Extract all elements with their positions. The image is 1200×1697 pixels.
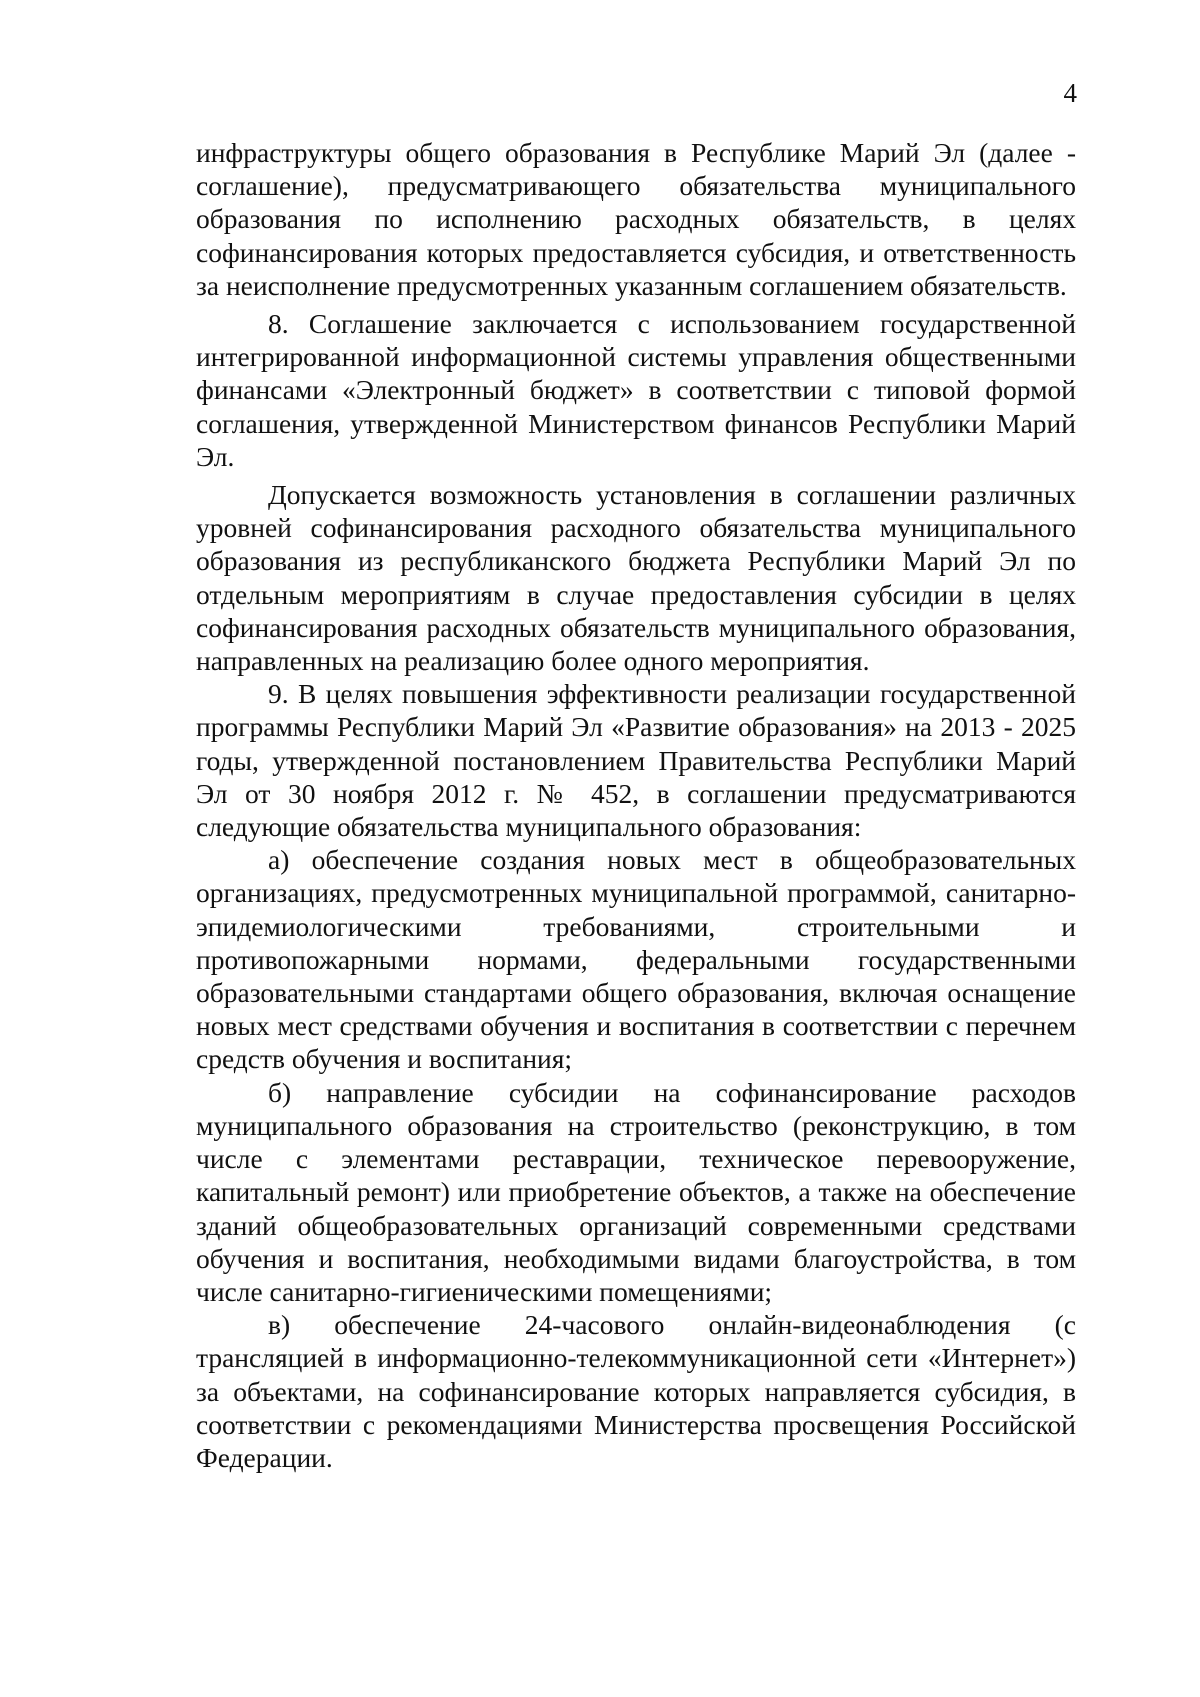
paragraph-item-9: 9. В целях повышения эффективности реализации государственной программы Республики Марий Эл «Развитие образования» на 2013 - 2025 годы, утвержденной постановлением Правительства Республики Марий Эл от 30 ноября 2012 г. № 452, в соглашении предусматриваются следующие обязательства муниципального образования: bbox=[196, 678, 1076, 843]
paragraph-item-8: 8. Соглашение заключается с использованием государственной интегрированной информационной системы управления общественными финансами «Электронный бюджет» в соответствии с типовой формой соглашения, утвержденной Министерством финансов Республики Марий Эл. bbox=[196, 308, 1076, 472]
document-body bbox=[196, 136, 1076, 1474]
paragraph-item-8-allowance: Допускается возможность установления в соглашении различных уровней софинансирования расходного обязательства муниципального образования из республиканского бюджета Республики Марий Эл по отдельным мероприятиям в случае предоставления субсидии в целях софинансирования расходных обязательств муниципального образования, направленных на реализацию более одного мероприятия. bbox=[196, 479, 1076, 677]
paragraph-continuation: инфраструктуры общего образования в Республике Марий Эл (далее - соглашение), предусматривающего обязательства муниципального образования по исполнению расходных обязательств, в целях софинансирования которых предоставляется субсидия, и ответственность за неисполнение предусмотренных указанным соглашением обязательств. bbox=[196, 137, 1076, 301]
paragraph-item-9-b: б) направление субсидии на софинансирование расходов муниципального образования на строительство (реконструкцию, в том числе с элементами реставрации, техническое перевооружение, капитальный ремонт) или приобретение объектов, а также на обеспечение зданий общеобразовательных организаций современными средствами обучения и воспитания, необходимыми видами благоустройства, в том числе санитарно-гигиеническими помещениями; bbox=[196, 1076, 1076, 1307]
paragraph-item-9-a: а) обеспечение создания новых мест в общеобразовательных организациях, предусмотренных муниципальной программой, санитарно-эпидемиологическими требованиями, строительными и противопожарными нормами, федеральными государственными образовательными стандартами общего образования, включая оснащение новых мест средствами обучения и воспитания в соответствии с перечнем средств обучения и воспитания; bbox=[196, 844, 1076, 1075]
paragraph-item-9-v: в) обеспечение 24-часового онлайн-видеонаблюдения (с трансляцией в информационно-телекоммуникационной сети «Интернет») за объектами, на софинансирование которых направляется субсидия, в соответствии с рекомендациями Министерства просвещения Российской Федерации. bbox=[196, 1309, 1076, 1473]
page-number: 4 bbox=[1063, 78, 1077, 108]
